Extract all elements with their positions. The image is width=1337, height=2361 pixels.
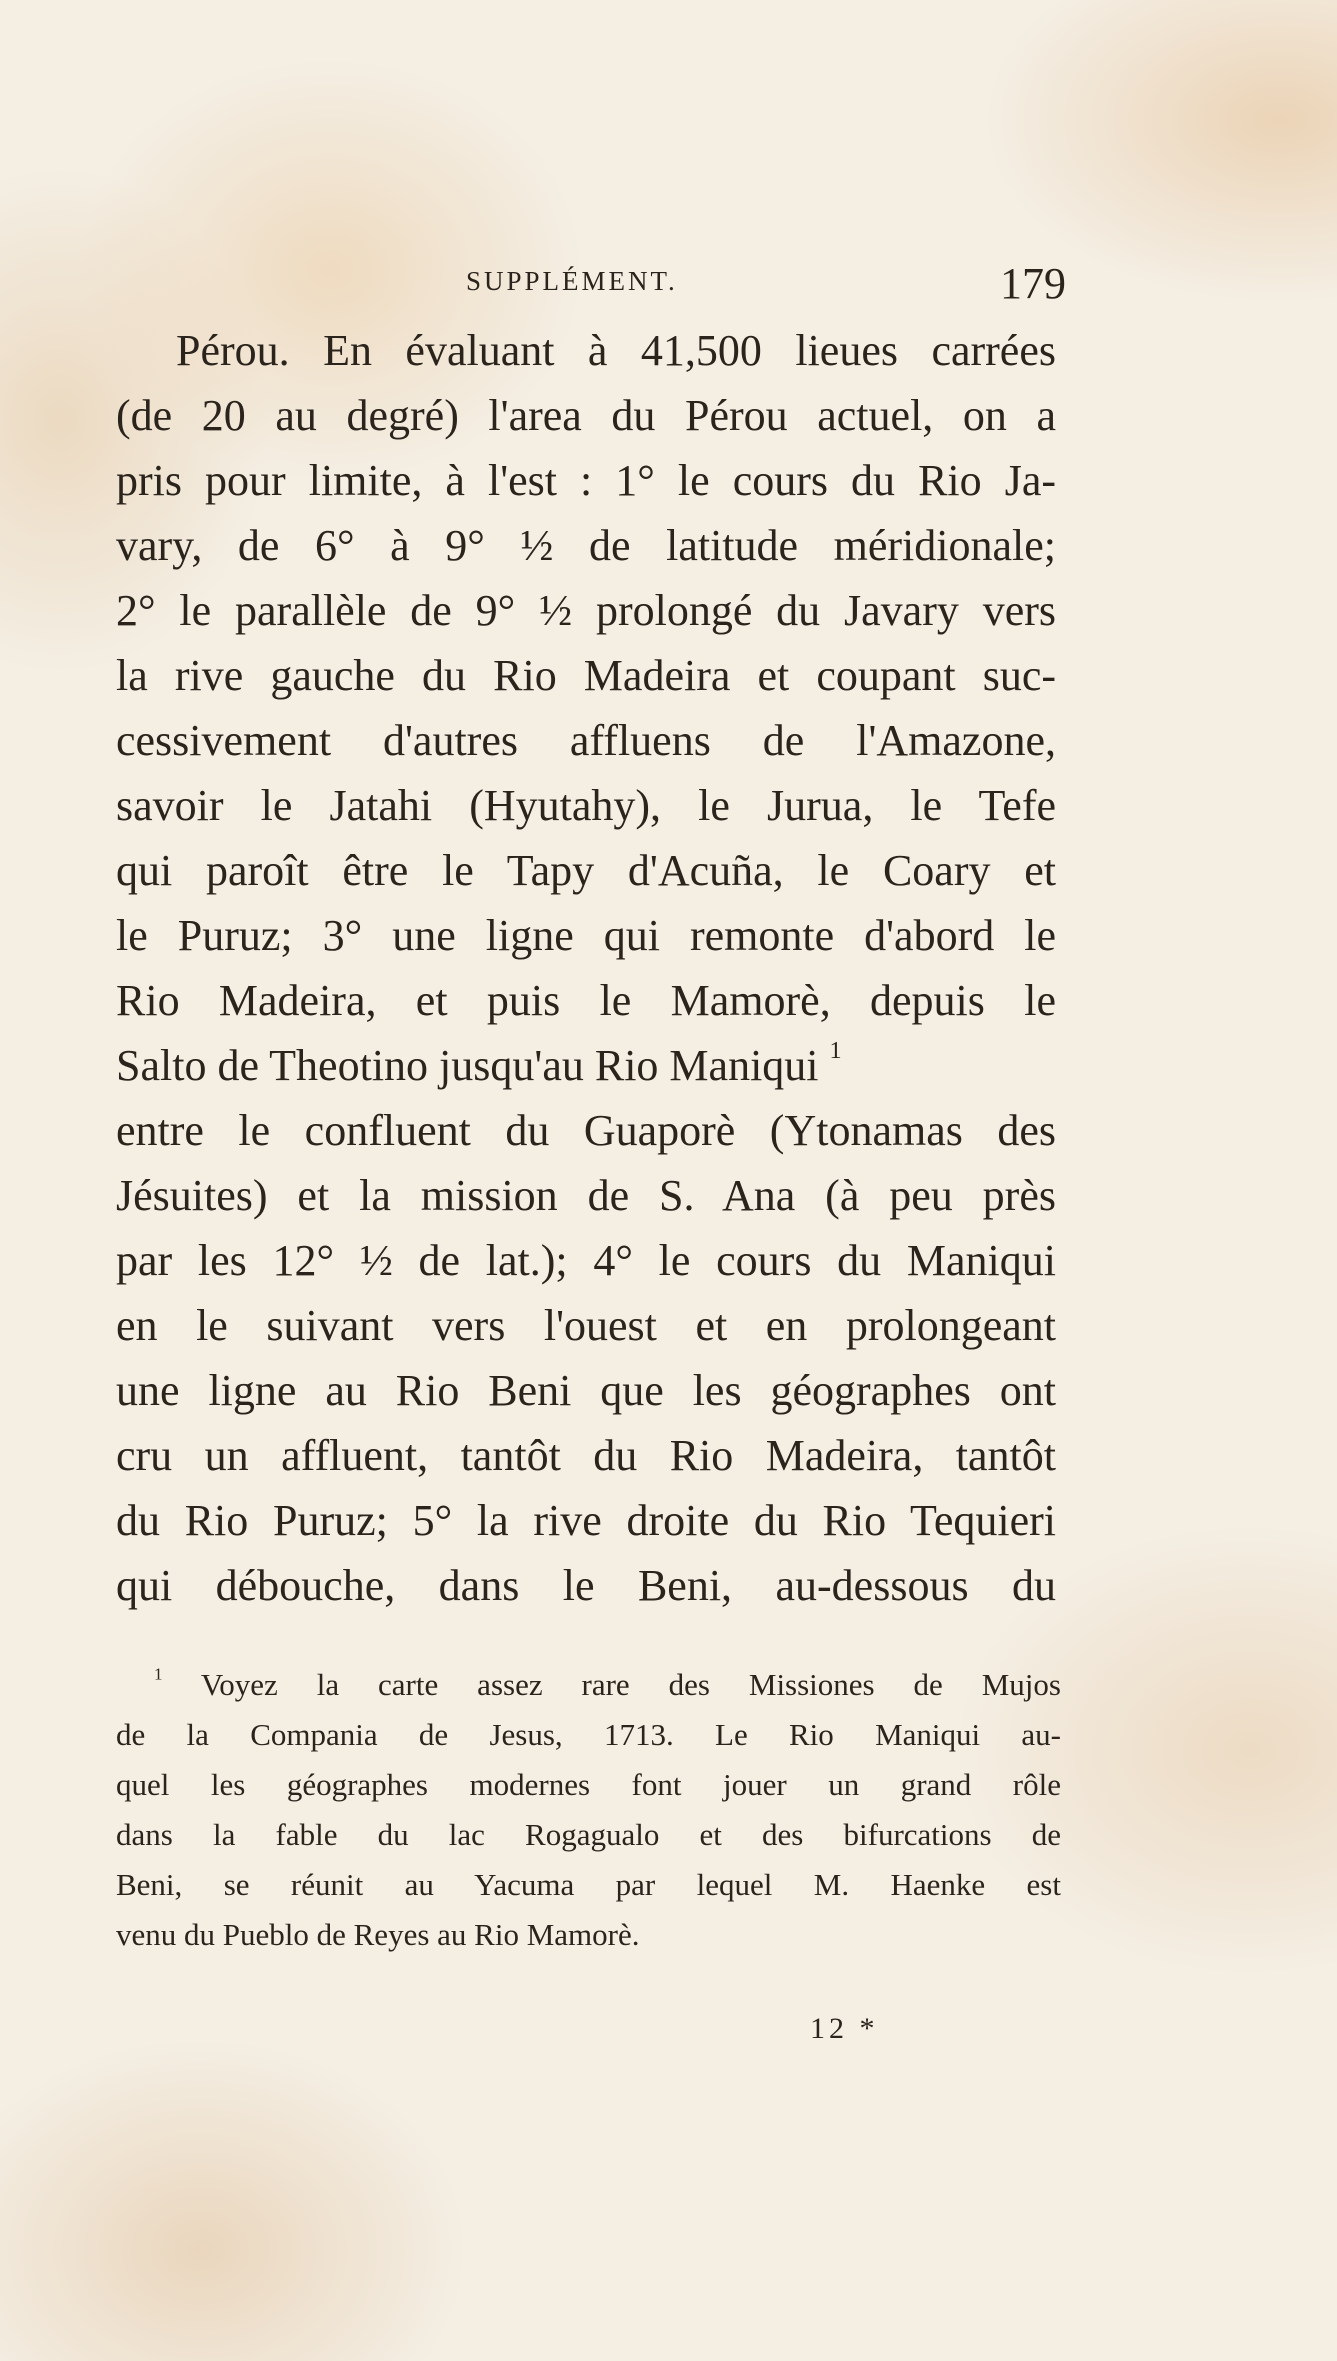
text-line: une ligne au Rio Beni que les géographes ont — [116, 1366, 1056, 1415]
text-line: pris pour limite, à l'est : 1° le cours du Rio Ja- — [116, 456, 1056, 505]
text-line: le Puruz; 3° une ligne qui remonte d'abord le — [116, 911, 1056, 960]
footnote-line: venu du Pueblo de Reyes au Rio Mamorè. — [116, 1917, 640, 1952]
text-line: cessivement d'autres affluens de l'Amazone, — [116, 716, 1056, 765]
text-line: la rive gauche du Rio Madeira et coupant suc- — [116, 651, 1056, 700]
text-line: savoir le Jatahi (Hyutahy), le Jurua, le Tefe — [116, 781, 1056, 830]
text-line: en le suivant vers l'ouest et en prolongeant — [116, 1301, 1056, 1350]
text-line: Pérou. En évaluant à 41,500 lieues carrées — [176, 326, 1056, 375]
page-header — [466, 258, 1066, 308]
text-line: entre le confluent du Guaporè (Ytonamas des — [116, 1106, 1056, 1155]
footnote-line: Beni, se réunit au Yacuma par lequel M. Haenke est — [116, 1867, 1061, 1902]
main-text — [116, 318, 1056, 1618]
footnote-marker: 1 — [154, 1664, 163, 1684]
text-line: par les 12° ½ de lat.); 4° le cours du Maniqui — [116, 1236, 1056, 1285]
footnote-line: Voyez la carte assez rare des Missiones de Mujos — [200, 1667, 1061, 1702]
text-line: du Rio Puruz; 5° la rive droite du Rio Tequieri — [116, 1496, 1056, 1545]
footnote-line-with-marker — [116, 1660, 1061, 1710]
footnote — [116, 1660, 1061, 1960]
text-line: 2° le parallèle de 9° ½ prolongé du Javary vers — [116, 586, 1056, 635]
footnote-line: dans la fable du lac Rogagualo et des bifurcations de — [116, 1817, 1061, 1852]
text-line: (de 20 au degré) l'area du Pérou actuel, on a — [116, 391, 1056, 440]
text-line: Rio Madeira, et puis le Mamorè, depuis le — [116, 976, 1056, 1025]
footnote-reference[interactable]: 1 — [829, 1037, 842, 1065]
page-number: 179 — [1000, 259, 1066, 308]
text-line-with-note — [116, 1033, 1056, 1098]
text-line: qui débouche, dans le Beni, au-dessous du — [116, 1561, 1056, 1610]
text-line: Jésuites) et la mission de S. Ana (à peu près — [116, 1171, 1056, 1220]
footnote-line: de la Compania de Jesus, 1713. Le Rio Maniqui au- — [116, 1717, 1061, 1752]
text-line: Salto de Theotino jusqu'au Rio Maniqui — [116, 1041, 819, 1090]
footnote-line: quel les géographes modernes font jouer un grand rôle — [116, 1767, 1061, 1802]
signature-mark: 12 * — [810, 2012, 879, 2045]
text-line: cru un affluent, tantôt du Rio Madeira, tantôt — [116, 1431, 1056, 1480]
running-title: SUPPLÉMENT. — [466, 266, 678, 296]
text-line: vary, de 6° à 9° ½ de latitude méridionale; — [116, 521, 1056, 570]
text-line: qui paroît être le Tapy d'Acuña, le Coary et — [116, 846, 1056, 895]
